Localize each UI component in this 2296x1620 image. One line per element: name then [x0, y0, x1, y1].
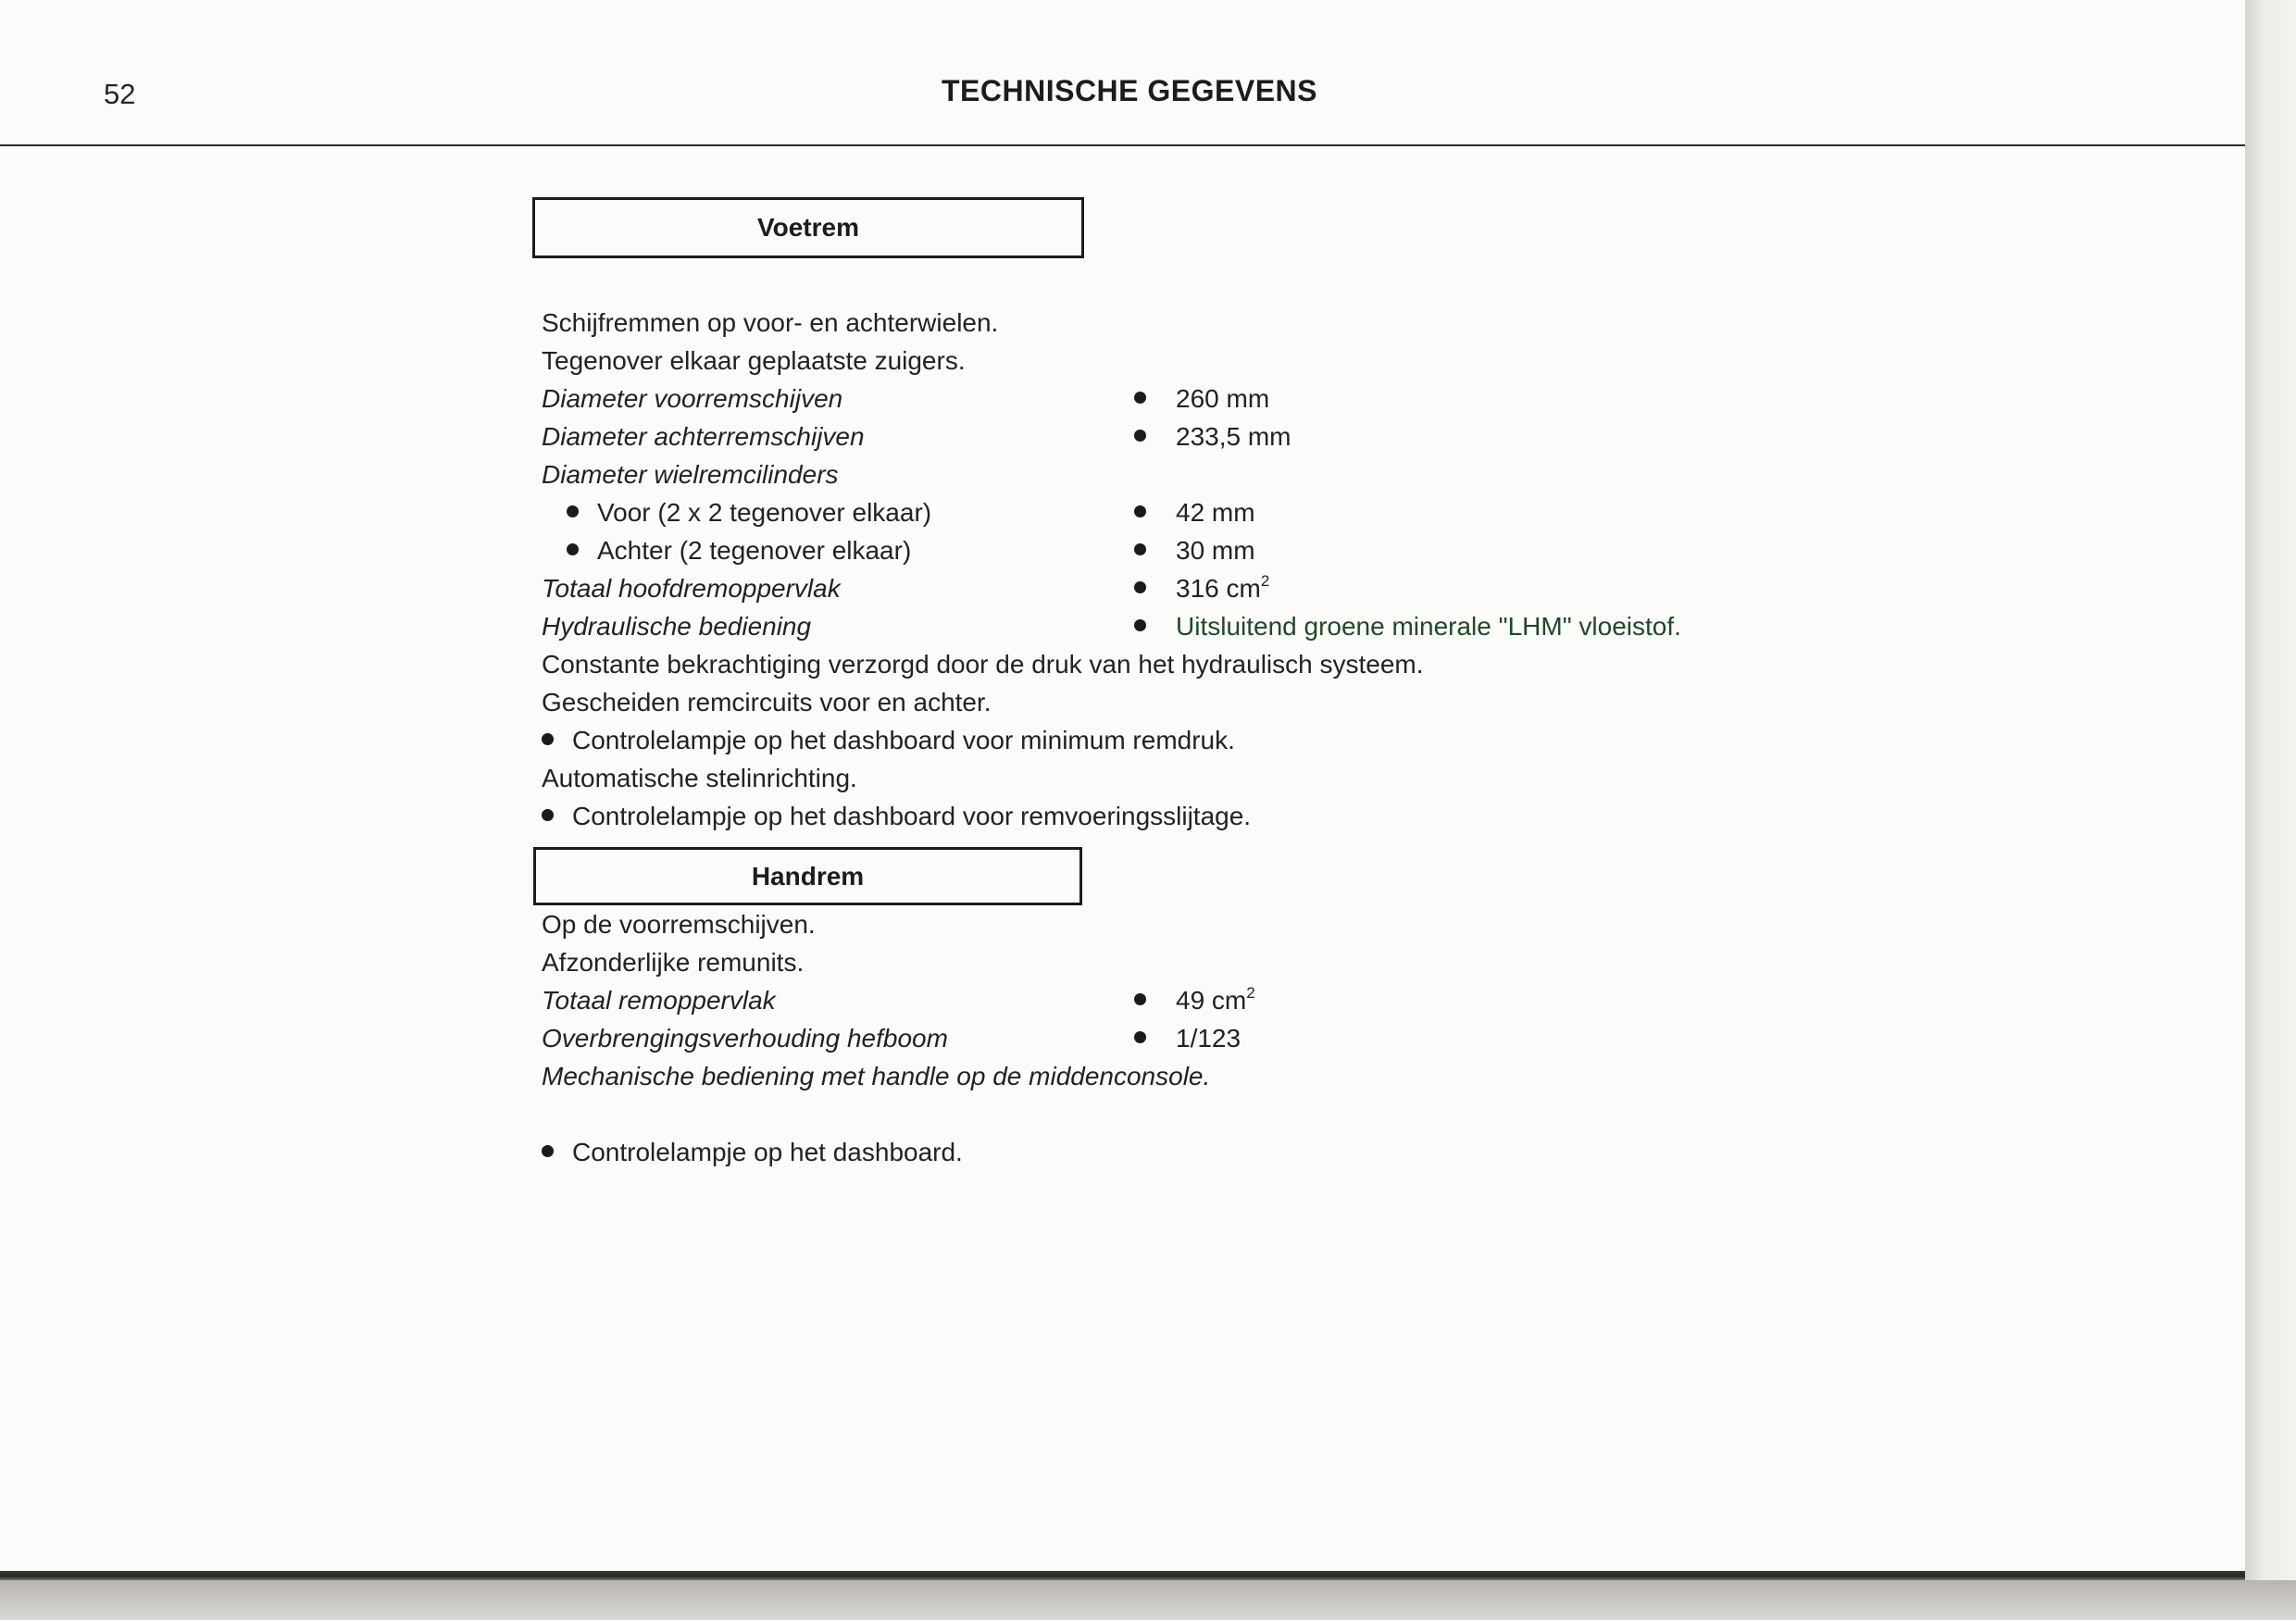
spec-value-cilinder-voor: [1134, 497, 1255, 529]
spec-value-text: 49 cm: [1176, 986, 1247, 1015]
bullet-icon: [1134, 581, 1146, 593]
spec-value-overbrenging: [1134, 1023, 1241, 1054]
spec-label-remoppervlak: Totaal remoppervlak: [542, 986, 776, 1015]
bullet-icon: [1134, 1031, 1146, 1043]
handrem-line-mechanische: Mechanische bediening met handle op de middenconsole.: [542, 1062, 1211, 1090]
spec-value-text: 42 mm: [1176, 498, 1255, 527]
spec-value-text: 260 mm: [1176, 384, 1270, 413]
header-divider: [0, 144, 2245, 146]
unit-superscript: 2: [1260, 572, 1270, 590]
spec-label-voorremschijven: Diameter voorremschijven: [542, 384, 843, 413]
bullet-icon: [567, 505, 579, 517]
bullet-icon: [542, 733, 554, 745]
spec-label-text: Voor (2 x 2 tegenover elkaar): [597, 498, 932, 527]
handrem-line-remunits: Afzonderlijke remunits.: [542, 948, 805, 977]
bullet-icon: [1134, 993, 1146, 1005]
bullet-text: Controlelampje op het dashboard.: [572, 1138, 963, 1166]
spec-value-cilinder-achter: [1134, 535, 1255, 567]
spec-label-hydraulische-bediening: Hydraulische bediening: [542, 612, 812, 641]
page-number: 52: [104, 78, 136, 110]
voetrem-bullet-slijtage: [542, 801, 1251, 832]
bullet-icon: [542, 1145, 554, 1157]
voetrem-line-zuigers: Tegenover elkaar geplaatste zuigers.: [542, 346, 966, 375]
voetrem-line-schijfremmen: Schijfremmen op voor- en achterwielen.: [542, 308, 999, 337]
bullet-icon: [1134, 619, 1146, 631]
bullet-icon: [1134, 392, 1146, 404]
spec-value-hydraulische-bediening: [1134, 611, 1681, 642]
spec-label-text: Achter (2 tegenover elkaar): [597, 536, 912, 565]
page-title: TECHNISCHE GEGEVENS: [941, 74, 1317, 107]
spec-label-cilinder-voor: [567, 497, 931, 529]
section-heading-voetrem: [532, 197, 1084, 258]
spec-value-text: 30 mm: [1176, 536, 1255, 565]
bullet-icon: [1134, 505, 1146, 517]
spec-value-text: 1/123: [1176, 1024, 1242, 1053]
page-edge-shadow: [0, 1571, 2245, 1580]
spec-value-voorremschijven: [1134, 383, 1269, 415]
bullet-icon: [567, 543, 579, 555]
voetrem-line-gescheiden: Gescheiden remcircuits voor en achter.: [542, 688, 992, 717]
voetrem-line-automatische: Automatische stelinrichting.: [542, 764, 857, 792]
page-edge-bottom: [0, 1580, 2296, 1620]
spec-value-text: 316 cm: [1176, 574, 1261, 603]
bullet-text: Controlelampje op het dashboard voor remvoeringsslijtage.: [572, 802, 1252, 830]
bullet-icon: [1134, 430, 1146, 442]
section-heading-voetrem-label: Voetrem: [757, 213, 859, 242]
spec-label-achterremschijven: Diameter achterremschijven: [542, 422, 865, 451]
page-edge-right: [2245, 0, 2296, 1620]
spec-label-wielremcilinders: Diameter wielremcilinders: [542, 460, 839, 489]
spec-value-text: Uitsluitend groene minerale "LHM" vloeistof.: [1176, 612, 1681, 641]
bullet-icon: [542, 809, 554, 821]
handrem-bullet-dashboard: [542, 1137, 963, 1168]
spec-value-hoofdremoppervlak: [1134, 573, 1269, 604]
spec-label-hoofdremoppervlak: Totaal hoofdremoppervlak: [542, 574, 841, 603]
section-heading-handrem: [533, 847, 1082, 905]
voetrem-line-constante: Constante bekrachtiging verzorgd door de druk van het hydraulisch systeem.: [542, 650, 1424, 679]
unit-superscript: 2: [1246, 984, 1255, 1002]
spec-value-achterremschijven: [1134, 421, 1292, 453]
spec-value-text: 233,5 mm: [1176, 422, 1292, 451]
spec-label-overbrenging: Overbrengingsverhouding hefboom: [542, 1024, 948, 1053]
handrem-line-voorremschijven: Op de voorremschijven.: [542, 910, 816, 939]
voetrem-bullet-remdruk: [542, 725, 1235, 756]
bullet-icon: [1134, 543, 1146, 555]
section-heading-handrem-label: Handrem: [751, 862, 865, 891]
spec-value-remoppervlak: [1134, 985, 1255, 1016]
spec-label-cilinder-achter: [567, 535, 911, 567]
bullet-text: Controlelampje op het dashboard voor minimum remdruk.: [572, 726, 1235, 754]
